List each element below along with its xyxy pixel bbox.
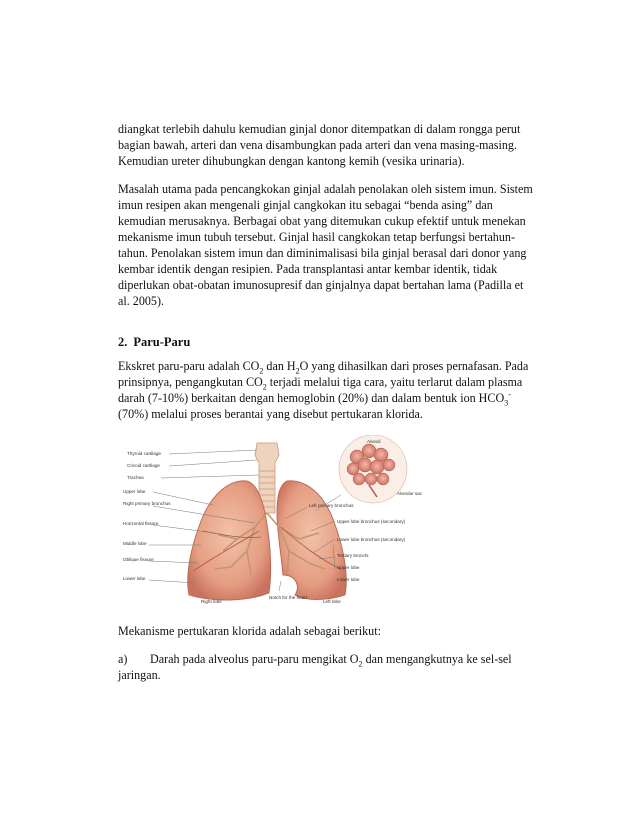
figure-label: Upper lobe bronchus (secondary) — [337, 519, 406, 524]
paragraph-immune-rejection — [118, 181, 543, 309]
list-item-label: a) — [118, 652, 128, 666]
figure-label: Notch for the heart — [269, 595, 308, 600]
text-line: diangkat terlebih dahulu kemudian ginjal donor ditempatkan di dalam rongga perut — [118, 122, 521, 136]
text-line: bagian bawah, arteri dan vena disambungkan pada arteri dan vena masing-masing. — [118, 138, 517, 152]
figure-label: Lower lobe — [337, 577, 360, 582]
figure-label: Trachea — [127, 475, 144, 480]
text-line: (70%) melalui proses berantai yang disebut pertukaran klorida. — [118, 407, 423, 421]
text-line: Ekskret paru-paru adalah $CO_2$ dan $H_2O$ yang dihasilkan dari proses pernafasan. Pada — [118, 359, 529, 376]
text-line: kembar identik dengan resipien. Pada transplantasi antar kembar identik, tidak — [118, 262, 498, 276]
text-line: Kemudian ureter dihubungkan dengan kantong kemih (vesika urinaria). — [118, 154, 465, 168]
paragraph-kidney-procedure — [118, 121, 543, 169]
figure-label: Oblique fissure — [123, 557, 154, 562]
text-line: jaringan. — [118, 668, 161, 682]
figure-label: Left lobe — [323, 599, 341, 604]
text-line: a) Darah pada alveolus paru-paru mengikat $O_2$ dan mengangkutnya ke sel-sel — [118, 652, 512, 669]
section-title: Paru-Paru — [133, 335, 191, 349]
section-number: 2. — [118, 335, 128, 349]
section-heading — [118, 335, 190, 350]
paragraph-lung-excretion — [118, 358, 543, 422]
figure-label: Left primary bronchus — [309, 503, 354, 508]
text-line: prinsipnya, pengangkutan $CO_2$ terjadi melalui tiga cara, yaitu terlarut dalam plasma — [118, 375, 523, 392]
figure-label: Cricoid cartilage — [127, 463, 160, 468]
paragraph-chloride-intro — [118, 623, 543, 639]
list-item-a — [118, 651, 543, 683]
figure-label: Lower lobe — [123, 576, 146, 581]
text-line: tahun. Penolakan sistem imun dan diminimalisasi bila ginjal berasal dari donor yang — [118, 246, 527, 260]
figure-label: Tertiary bronchi — [337, 553, 369, 558]
text-line: mekanisme imun tubuh tersebut. Ginjal hasil cangkokan tetap berfungsi bertahun- — [118, 230, 515, 244]
figure-label: Right primary bronchus — [123, 501, 171, 506]
text-line: al. 2005). — [118, 294, 165, 308]
figure-label: Horizontal fissure — [123, 521, 159, 526]
lung-anatomy-figure — [119, 435, 437, 605]
figure-label: Upper lobe — [123, 489, 146, 494]
text-line: Masalah utama pada pencangkokan ginjal adalah penolakan oleh sistem imun. Sistem — [118, 182, 533, 196]
figure-label: Alveoli — [367, 439, 381, 444]
figure-label: Right lobe — [201, 599, 222, 604]
text-line: Mekanisme pertukaran klorida adalah sebagai berikut: — [118, 624, 381, 638]
figure-label: Thyroid cartilage — [127, 451, 161, 456]
text-line: kemudian merusaknya. Berbagai obat yang ditemukan cukup efektif untuk menekan — [118, 214, 526, 228]
figure-label: Lower lobe bronchus (secondary) — [337, 537, 406, 542]
figure-label: Upper lobe — [337, 565, 360, 570]
figure-label: Alveolar sac — [397, 491, 423, 496]
text-line: imun resipen akan mengenali ginjal cangkokan itu sebagai “benda asing” dan — [118, 198, 493, 212]
figure-label: Middle lobe — [123, 541, 147, 546]
text-line: diperlukan obat-obatan imunosupresif dan ginjalnya dapat bertahan lama (Padilla et — [118, 278, 524, 292]
text-line: darah (7-10%) berkaitan dengan hemoglobin (20%) dan dalam bentuk ion $HCO_3^-$ — [118, 389, 511, 408]
